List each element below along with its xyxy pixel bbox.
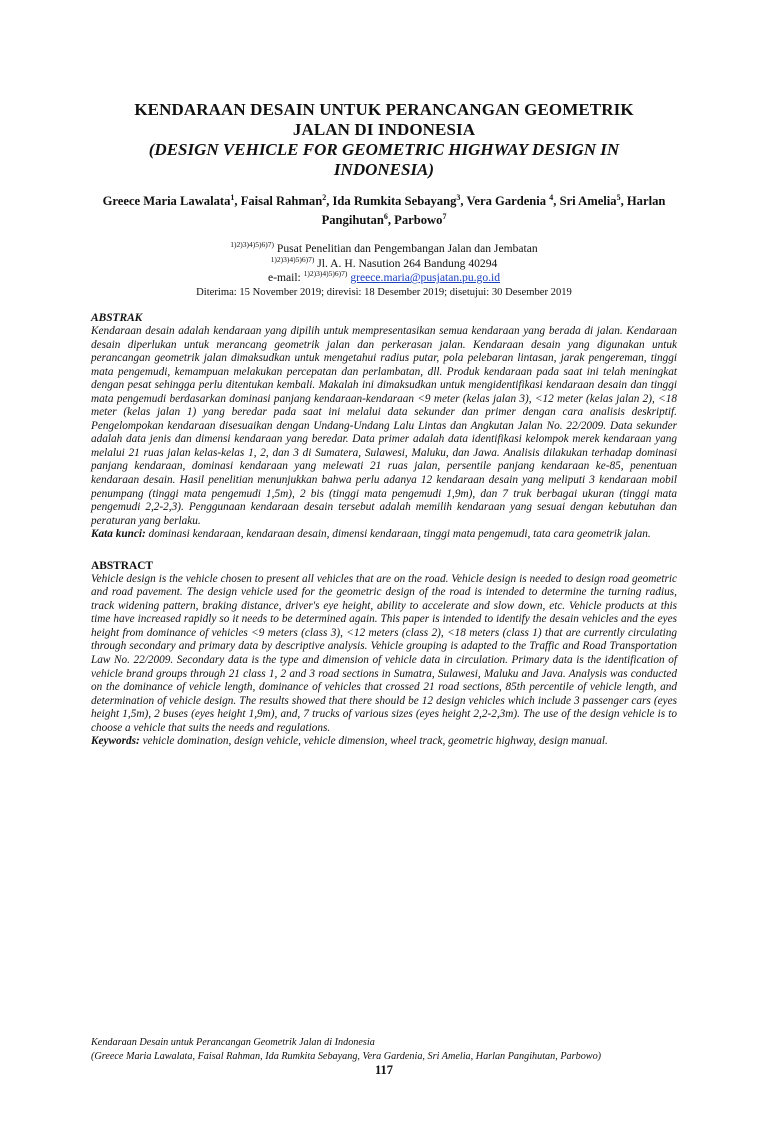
- title-line-2: JALAN DI INDONESIA: [292, 120, 476, 139]
- page-footer: [91, 1036, 677, 1063]
- author: Faisal Rahman$^2$,: [240, 192, 333, 208]
- kata-kunci-label: Kata kunci:: [91, 528, 146, 541]
- author: Parbowo$^7$: [394, 211, 447, 227]
- email-link[interactable]: greece.maria@pusjatan.pu.go.id: [350, 271, 501, 284]
- kata-kunci: [91, 528, 677, 542]
- author: Greece Maria Lawalata$^1$,: [102, 192, 241, 208]
- institution-line: $^{1)2)3)4)5)6)7)}$ Pusat Penelitian dan Pengembangan Jalan dan Jembatan: [230, 240, 538, 255]
- english-title-line-1: (DESIGN VEHICLE FOR GEOMETRIC HIGHWAY DESIGN IN: [148, 140, 620, 159]
- keywords: [91, 735, 677, 749]
- page-number: 117: [374, 1063, 394, 1077]
- abstract-body: Vehicle design is the vehicle chosen to present all vehicles that are on the road. Vehicle design is needed to design road geometric and road pavement. The design vehicle used for the geometric design of the road is intended to determine the turning radius, track widening pattern, braking distance, driver's eye height, ability to accelerate and slow down, etc. Vehicle products at this time have increased rapidly so it needs to be determined again. This paper is intended to identify the desain vehicles and the eyes height from dominance of vehicles <9 meters (class 3), <12 meters (class 2), <18 meters (class 1) that are currently circulating through secondary and primary data by descriptive analysis. Vehicle grouping is adapted to the Traffic and Road Transportation Law No. 22/2009. Secondary data is the type and dimension of vehicle data in circulation. Primary data is the identification of vehicle brand groups through 21 class 1, 2 and 3 road sections in Sumatra, Sulawesi, Maluku and Java. Analysis was conducted on the dominance of vehicle length, dominance of vehicles that crossed 21 road sections, 85th percentile of vehicle length, and determination of vehicle design. The results showed that there should be 12 design vehicles which include 3 passenger cars (eyes height 1,5m), 2 buses (eyes height 1,9m), and, 7 trucks of various sizes (eyes height 2,2-2,3m). The use of the design vehicle is to choose a vehicle that suits the needs and regulations.: [91, 572, 677, 734]
- keywords-label: Keywords:: [91, 735, 140, 748]
- abstrak-heading: ABSTRAK: [91, 312, 143, 324]
- submission-dates: Diterima: 15 November 2019; direvisi: 18 Desember 2019; disetujui: 30 Desember 2019: [196, 286, 572, 298]
- paper-page: [0, 100, 768, 1124]
- footer-authors: (Greece Maria Lawalata, Faisal Rahman, Ida Rumkita Sebayang, Vera Gardenia, Sri Amelia, Harlan Pangihutan, Parbowo): [91, 1050, 602, 1062]
- footer-title: Kendaraan Desain untuk Perancangan Geometrik Jalan di Indonesia: [91, 1037, 375, 1048]
- email-line: e-mail: $^{1)2)3)4)5)6)7)}$ greece.maria@pusjatan.pu.go.id: [267, 269, 501, 284]
- author: Harlan Pangihutan$^6$,: [321, 194, 666, 227]
- abstract-heading: ABSTRACT: [91, 559, 154, 572]
- keywords-text: vehicle domination, design vehicle, vehicle dimension, wheel track, geometric highway, design manual.: [139, 735, 608, 748]
- author: Sri Amelia$^5$,: [559, 192, 627, 208]
- author-list: [91, 192, 677, 230]
- title-line-1: KENDARAAN DESAIN UNTUK PERANCANGAN GEOMETRIK: [134, 100, 634, 119]
- author: Vera Gardenia $^4$,: [466, 192, 560, 208]
- address-line: $^{1)2)3)4)5)6)7)}$ Jl. A. H. Nasution 264 Bandung 40294: [270, 254, 498, 270]
- kata-kunci-text: dominasi kendaraan, kendaraan desain, dimensi kendaraan, tinggi mata pengemudi, tata cara geometrik jalan.: [145, 528, 651, 541]
- english-title-line-2: INDONESIA): [333, 160, 435, 179]
- abstrak-body: Kendaraan desain adalah kendaraan yang dipilih untuk mempresentasikan semua kendaraan yang berada di jalan. Kendaraan desain diperlukan untuk merancang geometrik jalan dan perkerasan jalan. Kendaraan desain yang digunakan untuk perancangan geometrik jalan dimaksudkan untuk mengetahui radius putar, pola pelebaran lintasan, jarak pengereman, tinggi mata pengemudi, kemampuan melakukan percepatan dan perlambatan, dll. Produk kendaraan pada saat ini telah meningkat dengan pesat sehingga perlu ditentukan kembali. Makalah ini dimaksudkan untuk mengidentifikasi kendaraan desain dan tinggi mata pengemudi berdasarkan dominasi panjang kendaraan-kendaraan <9 meter (kelas jalan 3), <12 meter (kelas jalan 2), <18 meter (kelas jalan 1) yang beredar pada saat ini melalui data sekunder dan primer dengan cara analisis deskriptif. Pengelompokan kendaraan disesuaikan dengan Undang-Undang Lalu Lintas dan Angkutan Jalan No. 22/2009. Data sekunder adalah data jenis dan dimensi kendaraan yang beredar. Data primer adalah data identifikasi kelompok merek kendaraan yang melalui 21 ruas jalan kelas-kelas 1, 2, dan 3 di Sumatera, Sulawesi, Maluku, dan Jawa. Analisis dilakukan terhadap dominasi panjang kendaraan, dominasi kendaraan yang melewati 21 ruas jalan, persentile panjang kendaraan ke-85, penentuan kendaraan desain. Hasil penelitian menunjukkan bahwa perlu adanya 12 kendaraan desain yang meliputi 3 kendaraan mobil penumpang (tinggi mata pengemudi 1,5m), 2 bis (tinggi mata pengemudi 1,9m), dan 7 truk berbagai ukuran (tinggi mata pengemudi 2,2-2,3). Penggunaan kendaraan desain tersebut adalah memilih kendaraan yang sesuai dengan kebutuhan dan peraturan yang berlaku.: [91, 325, 677, 527]
- affiliation-block: [91, 242, 677, 300]
- title-block: [91, 100, 677, 180]
- author: Ida Rumkita Sebayang$^3$,: [332, 192, 467, 208]
